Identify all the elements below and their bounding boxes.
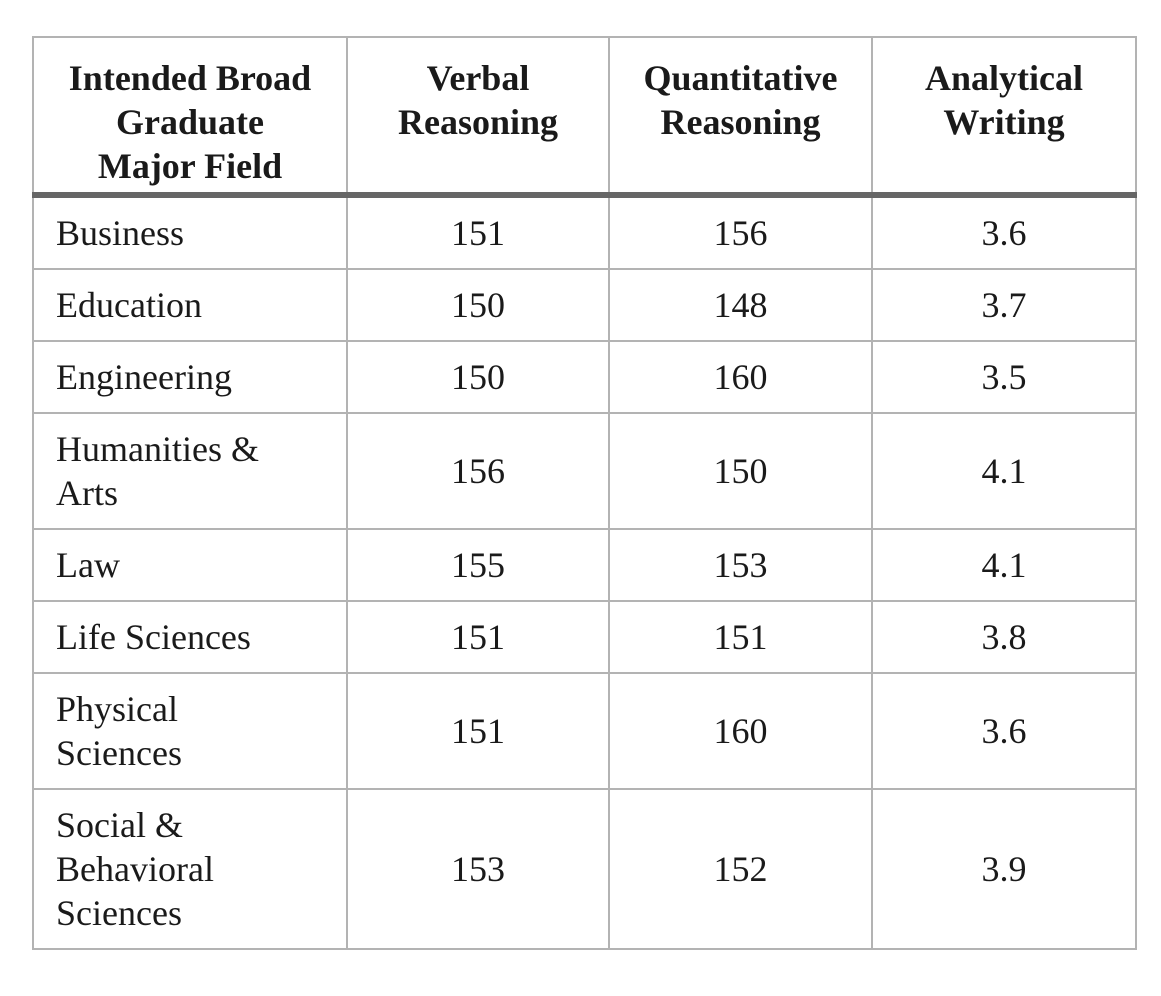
- field-cell: [33, 673, 347, 789]
- field-line: Sciences: [56, 733, 182, 773]
- verbal-cell: 153: [347, 789, 609, 949]
- field-line: Law: [56, 545, 120, 585]
- writing-cell: 4.1: [872, 529, 1136, 601]
- table-row: [33, 195, 1136, 269]
- table-row: [33, 269, 1136, 341]
- table-row: [33, 673, 1136, 789]
- field-cell: [33, 269, 347, 341]
- quantitative-cell: 150: [609, 413, 872, 529]
- verbal-cell: 156: [347, 413, 609, 529]
- header-verbal: [347, 37, 609, 195]
- writing-cell: 4.1: [872, 413, 1136, 529]
- field-cell: [33, 413, 347, 529]
- header-field-line: Intended Broad: [68, 58, 312, 98]
- header-verbal-line: Verbal: [426, 58, 530, 98]
- gre-scores-table: [32, 36, 1137, 950]
- verbal-cell: 151: [347, 601, 609, 673]
- field-cell: [33, 601, 347, 673]
- verbal-cell: 151: [347, 673, 609, 789]
- field-line: Behavioral: [56, 849, 214, 889]
- table-row: [33, 341, 1136, 413]
- quantitative-cell: 148: [609, 269, 872, 341]
- field-line: Arts: [56, 473, 118, 513]
- quantitative-cell: 151: [609, 601, 872, 673]
- table-row: [33, 413, 1136, 529]
- quantitative-cell: 160: [609, 341, 872, 413]
- quantitative-cell: 160: [609, 673, 872, 789]
- verbal-cell: 150: [347, 269, 609, 341]
- field-line: Humanities &: [56, 429, 259, 469]
- writing-cell: 3.6: [872, 195, 1136, 269]
- field-cell: [33, 789, 347, 949]
- header-field-line: Graduate: [116, 102, 264, 142]
- verbal-cell: 155: [347, 529, 609, 601]
- verbal-cell: 151: [347, 195, 609, 269]
- verbal-cell: 150: [347, 341, 609, 413]
- header-verbal-line: Reasoning: [397, 102, 559, 142]
- header-quantitative-line: Reasoning: [660, 102, 821, 142]
- table-row: [33, 601, 1136, 673]
- writing-cell: 3.6: [872, 673, 1136, 789]
- header-writing: [872, 37, 1136, 195]
- header-quantitative: [609, 37, 872, 195]
- table-row: [33, 529, 1136, 601]
- field-cell: [33, 195, 347, 269]
- field-line: Engineering: [56, 357, 232, 397]
- writing-cell: 3.9: [872, 789, 1136, 949]
- field-line: Life Sciences: [56, 617, 251, 657]
- field-line: Sciences: [56, 893, 182, 933]
- header-field: [33, 37, 347, 195]
- table-row: [33, 789, 1136, 949]
- writing-cell: 3.8: [872, 601, 1136, 673]
- header-writing-line: Writing: [943, 102, 1065, 142]
- header-field-line: Major Field: [97, 146, 283, 186]
- field-line: Education: [56, 285, 202, 325]
- field-cell: [33, 341, 347, 413]
- quantitative-cell: 152: [609, 789, 872, 949]
- field-line: Business: [56, 213, 185, 253]
- header-writing-line: Analytical: [925, 58, 1083, 98]
- writing-cell: 3.5: [872, 341, 1136, 413]
- field-line: Physical: [56, 689, 178, 729]
- header-quantitative-line: Quantitative: [643, 58, 838, 98]
- field-line: Social &: [56, 805, 183, 845]
- quantitative-cell: 153: [609, 529, 872, 601]
- quantitative-cell: 156: [609, 195, 872, 269]
- writing-cell: 3.7: [872, 269, 1136, 341]
- header-row: [33, 37, 1136, 195]
- field-cell: [33, 529, 347, 601]
